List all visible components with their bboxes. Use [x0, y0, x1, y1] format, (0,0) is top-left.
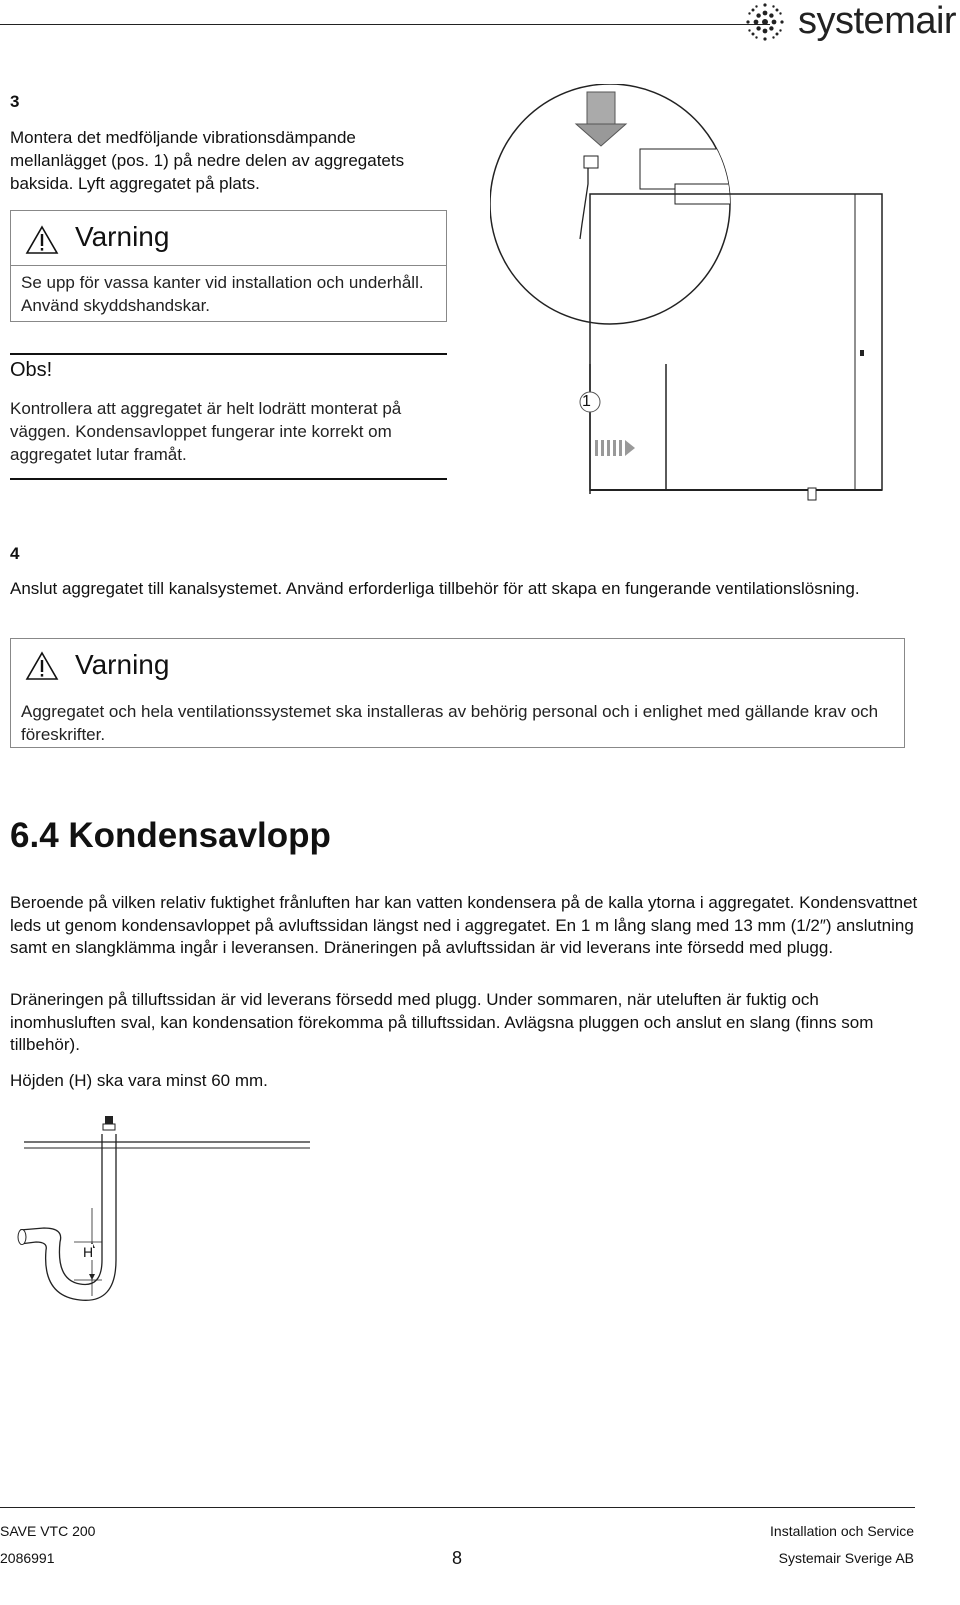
warning-box-step3 — [10, 210, 447, 322]
footer-doc-type: Installation och Service — [770, 1523, 914, 1539]
footer-product: SAVE VTC 200 — [0, 1523, 96, 1539]
footer-doc-number: 2086991 — [0, 1550, 55, 1566]
obs-title: Obs! — [10, 359, 53, 381]
warning-title: Varning — [75, 221, 170, 252]
obs-bottom-rule — [10, 478, 447, 480]
figure-position-label: 1 — [582, 393, 591, 410]
step-3-text: Montera det medföljande vibrationsdämpande mellanlägget (pos. 1) på nedre delen av aggregatets baksida. Lyft aggregatet på plats. — [10, 128, 405, 193]
obs-top-rule — [10, 353, 447, 355]
header-rule — [0, 24, 770, 25]
vibration-pad-icon — [595, 440, 635, 456]
page-number: 8 — [452, 1548, 463, 1568]
step-3-number: 3 — [10, 92, 20, 111]
step-4-text: Anslut aggregatet till kanalsystemet. Använd erforderliga tillbehör för att skapa en fungerande ventilationslösning. — [10, 579, 860, 598]
warning-title: Varning — [75, 649, 170, 680]
warning-box-step4 — [10, 638, 905, 748]
dimension-label-h: H — [83, 1244, 94, 1260]
section-heading: 6.4 Kondensavlopp — [10, 816, 331, 855]
step-4-number: 4 — [10, 544, 20, 563]
warning-divider — [11, 265, 446, 266]
footer-rule — [0, 1507, 915, 1508]
brand-name: systemair — [798, 0, 957, 42]
warning-triangle-icon — [25, 651, 59, 681]
warning-text: Se upp för vassa kanter vid installation och underhåll. Använd skyddshandskar. — [21, 273, 424, 315]
section-paragraph-1: Beroende på vilken relativ fuktighet frånluften har kan vatten kondensera på de kalla ytorna i aggregatet. Kondensvattnet leds ut genom kondensavloppet på avluftssidan längst ned i aggregatet. En 1 m lång slang med 13 mm (1/2″) anslutning samt en slangklämma ingår i leveransen. Dräneringen på avluftssidan är vid leverans inte försedd med plugg. — [10, 893, 918, 957]
warning-text: Aggregatet och hela ventilationssystemet ska installeras av behörig personal och i enlighet med gällande krav och föreskrifter. — [21, 702, 879, 744]
footer-company: Systemair Sverige AB — [778, 1550, 914, 1566]
section-paragraph-2: Dräneringen på tilluftssidan är vid leverans försedd med plugg. Under sommaren, när uteluften är fuktig och inomhusluften sval, kan kondensation förekomma på tilluftssidan. Avlägsna pluggen och anslut en slang (finns som tillbehör). — [10, 990, 874, 1054]
warning-triangle-icon — [25, 225, 59, 255]
section-paragraph-3: Höjden (H) ska vara minst 60 mm. — [10, 1071, 268, 1090]
drain-trap-figure — [10, 1110, 330, 1310]
unit-mounting-figure — [490, 84, 895, 514]
obs-text: Kontrollera att aggregatet är helt lodrätt monterat på väggen. Kondensavloppet fungerar inte korrekt om aggregatet lutar framåt. — [10, 399, 402, 464]
systemair-logo-icon — [745, 2, 785, 42]
